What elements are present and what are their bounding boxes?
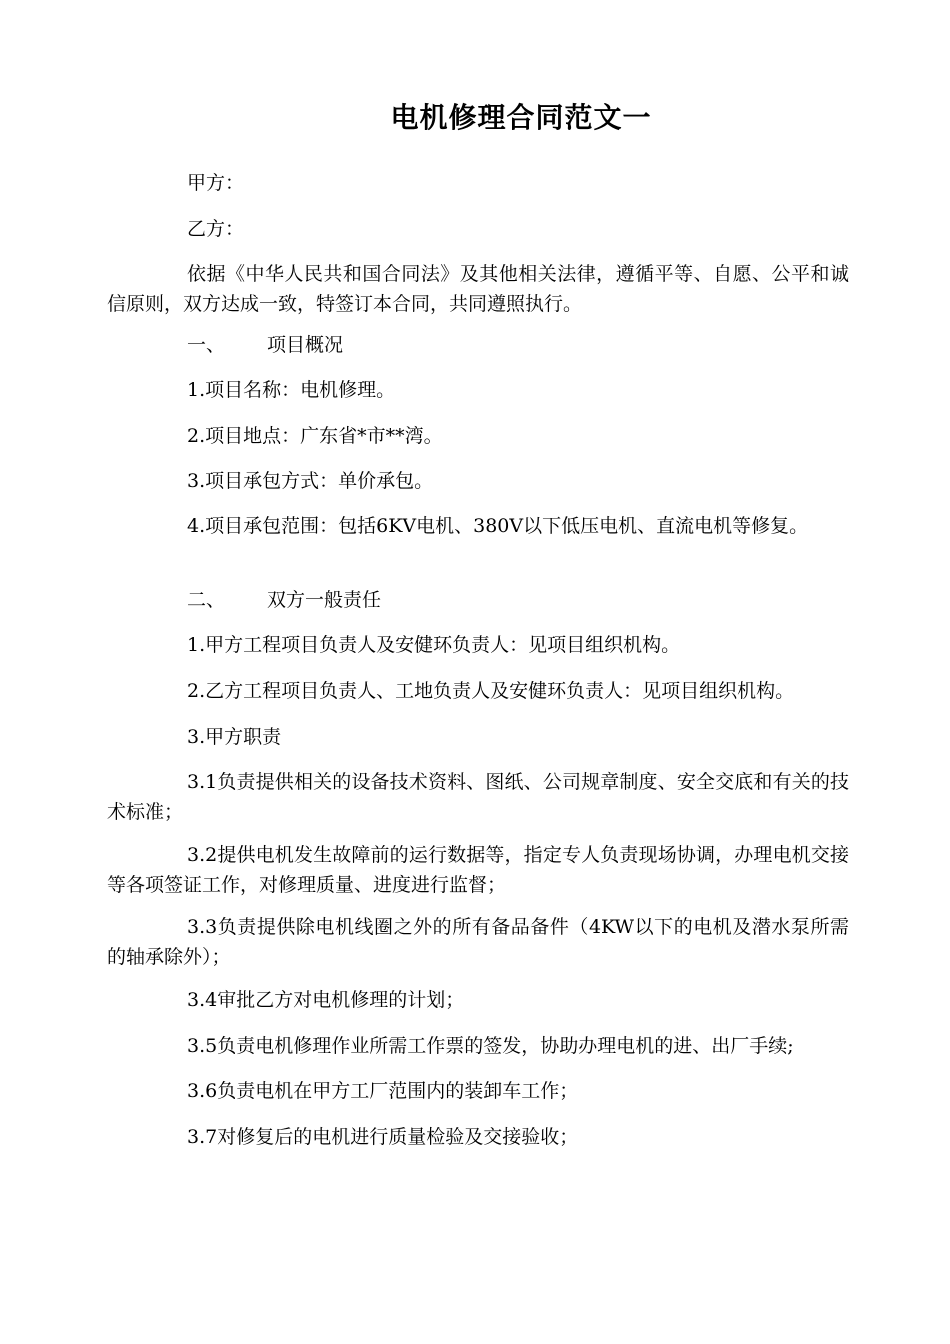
section-1-item: 4.项目承包范围：包括6KV电机、380V以下低压电机、直流电机等修复。 bbox=[187, 515, 809, 537]
section-2-item: 3.7对修复后的电机进行质量检验及交接验收； bbox=[187, 1126, 579, 1148]
section-2-item: 3.1负责提供相关的设备技术资料、图纸、公司规章制度、安全交底和有关的技术标准； bbox=[107, 771, 849, 823]
section-2-heading bbox=[187, 585, 381, 615]
preamble-paragraph: 依据《中华人民共和国合同法》及其他相关法律，遵循平等、自愿、公平和诚信原则，双方达成一致，特签订本合同，共同遵照执行。 bbox=[107, 263, 849, 315]
party-b-line: 乙方： bbox=[187, 218, 245, 240]
section-2-number: 二、 bbox=[187, 589, 226, 611]
section-1-number: 一、 bbox=[187, 334, 226, 356]
section-1-heading bbox=[187, 330, 343, 360]
document-title: 电机修理合同范文一 bbox=[390, 101, 652, 134]
section-1-item: 1.项目名称：电机修理。 bbox=[187, 379, 396, 401]
party-a-line: 甲方： bbox=[187, 172, 245, 194]
section-2-item: 2.乙方工程项目负责人、工地负责人及安健环负责人：见项目组织机构。 bbox=[187, 680, 795, 702]
section-2-item: 1.甲方工程项目负责人及安健环负责人：见项目组织机构。 bbox=[187, 634, 681, 656]
section-2-item: 3.3负责提供除电机线圈之外的所有备品备件（4KW以下的电机及潜水泵所需的轴承除外）； bbox=[107, 916, 849, 968]
section-1-item: 3.项目承包方式：单价承包。 bbox=[187, 470, 434, 492]
section-2-item: 3.5负责电机修理作业所需工作票的签发，协助办理电机的进、出厂手续; bbox=[187, 1035, 794, 1057]
section-2-item: 3.4审批乙方对电机修理的计划； bbox=[187, 989, 465, 1011]
section-2-item: 3.2提供电机发生故障前的运行数据等，指定专人负责现场协调，办理电机交接等各项签证工作，对修理质量、进度进行监督； bbox=[107, 844, 849, 896]
section-1-title: 项目概况 bbox=[267, 334, 344, 356]
section-1-item: 2.项目地点：广东省*市**湾。 bbox=[187, 425, 443, 447]
section-2-item: 3.6负责电机在甲方工厂范围内的装卸车工作； bbox=[187, 1080, 579, 1102]
section-2-title: 双方一般责任 bbox=[267, 589, 382, 611]
section-2-item: 3.甲方职责 bbox=[187, 726, 282, 748]
